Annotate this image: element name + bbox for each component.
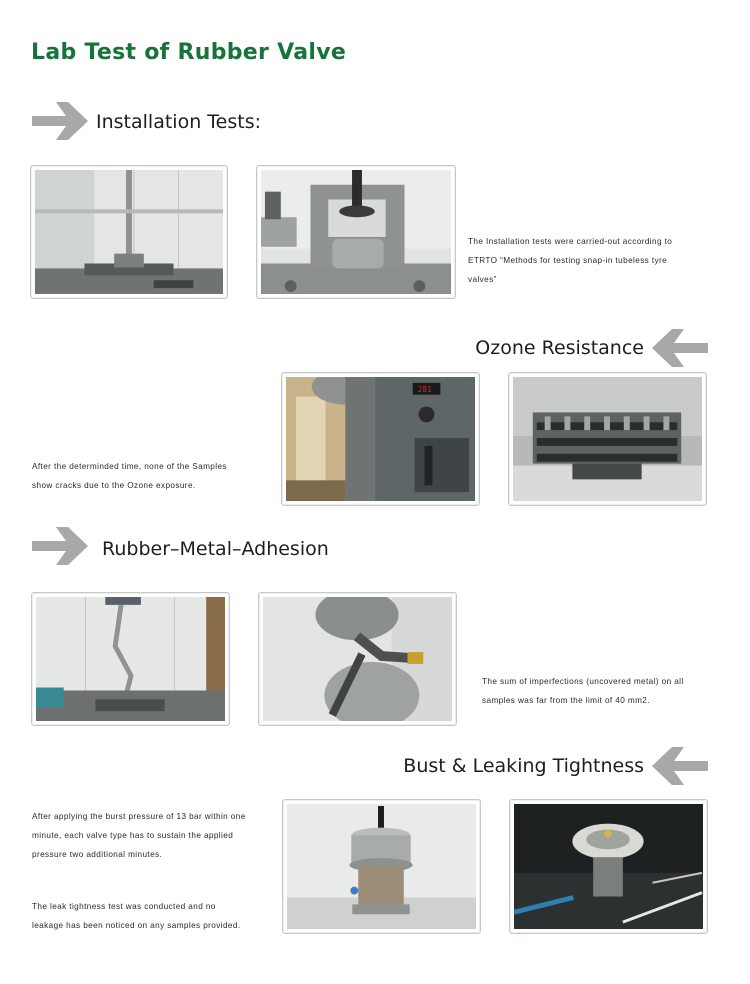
adhesion-photo-1 <box>31 592 230 726</box>
burst-description-2 <box>32 897 241 935</box>
description-line: samples was far from the limit of 40 mm2. <box>482 696 650 705</box>
description-line: valves” <box>468 275 497 284</box>
description-line: pressure two additional minutes. <box>32 850 163 859</box>
installation-description <box>468 232 672 289</box>
adhesion-photo-2 <box>258 592 457 726</box>
installation-photo-2 <box>256 165 456 299</box>
burst-photo-1 <box>282 799 481 934</box>
section-heading-installation: Installation Tests: <box>96 111 261 133</box>
ozone-photo-2 <box>508 372 707 506</box>
ozone-description <box>32 457 227 495</box>
arrow-right-icon <box>30 523 90 569</box>
arrow-left-icon <box>650 325 710 371</box>
section-heading-burst: Bust & Leaking Tightness <box>403 755 644 777</box>
description-line: The sum of imperfections (uncovered metal) on all <box>482 677 684 686</box>
description-line: The leak tightness test was conducted and no <box>32 902 216 911</box>
page-title: Lab Test of Rubber Valve <box>31 40 347 65</box>
installation-photo-1 <box>30 165 228 299</box>
description-line: After the determinded time, none of the Samples <box>32 462 227 471</box>
description-line: The Installation tests were carried-out according to <box>468 237 673 246</box>
description-line: After applying the burst pressure of 13 bar within one <box>32 812 246 821</box>
ozone-photo-1 <box>281 372 480 506</box>
ozone-display-reading: 281 <box>417 384 432 394</box>
arrow-right-icon <box>30 98 90 144</box>
burst-description-1 <box>32 807 246 864</box>
description-line: ETRTO “Methods for testing snap-in tubeless tyre <box>468 256 668 265</box>
description-line: minute, each valve type has to sustain the applied <box>32 831 234 840</box>
arrow-left-icon <box>650 743 710 789</box>
section-heading-adhesion: Rubber–Metal–Adhesion <box>102 538 329 560</box>
description-line: show cracks due to the Ozone exposure. <box>32 481 196 490</box>
adhesion-description <box>482 672 684 710</box>
burst-photo-2 <box>509 799 708 934</box>
section-heading-ozone: Ozone Resistance <box>475 337 644 359</box>
description-line: leakage has been noticed on any samples provided. <box>32 921 241 930</box>
